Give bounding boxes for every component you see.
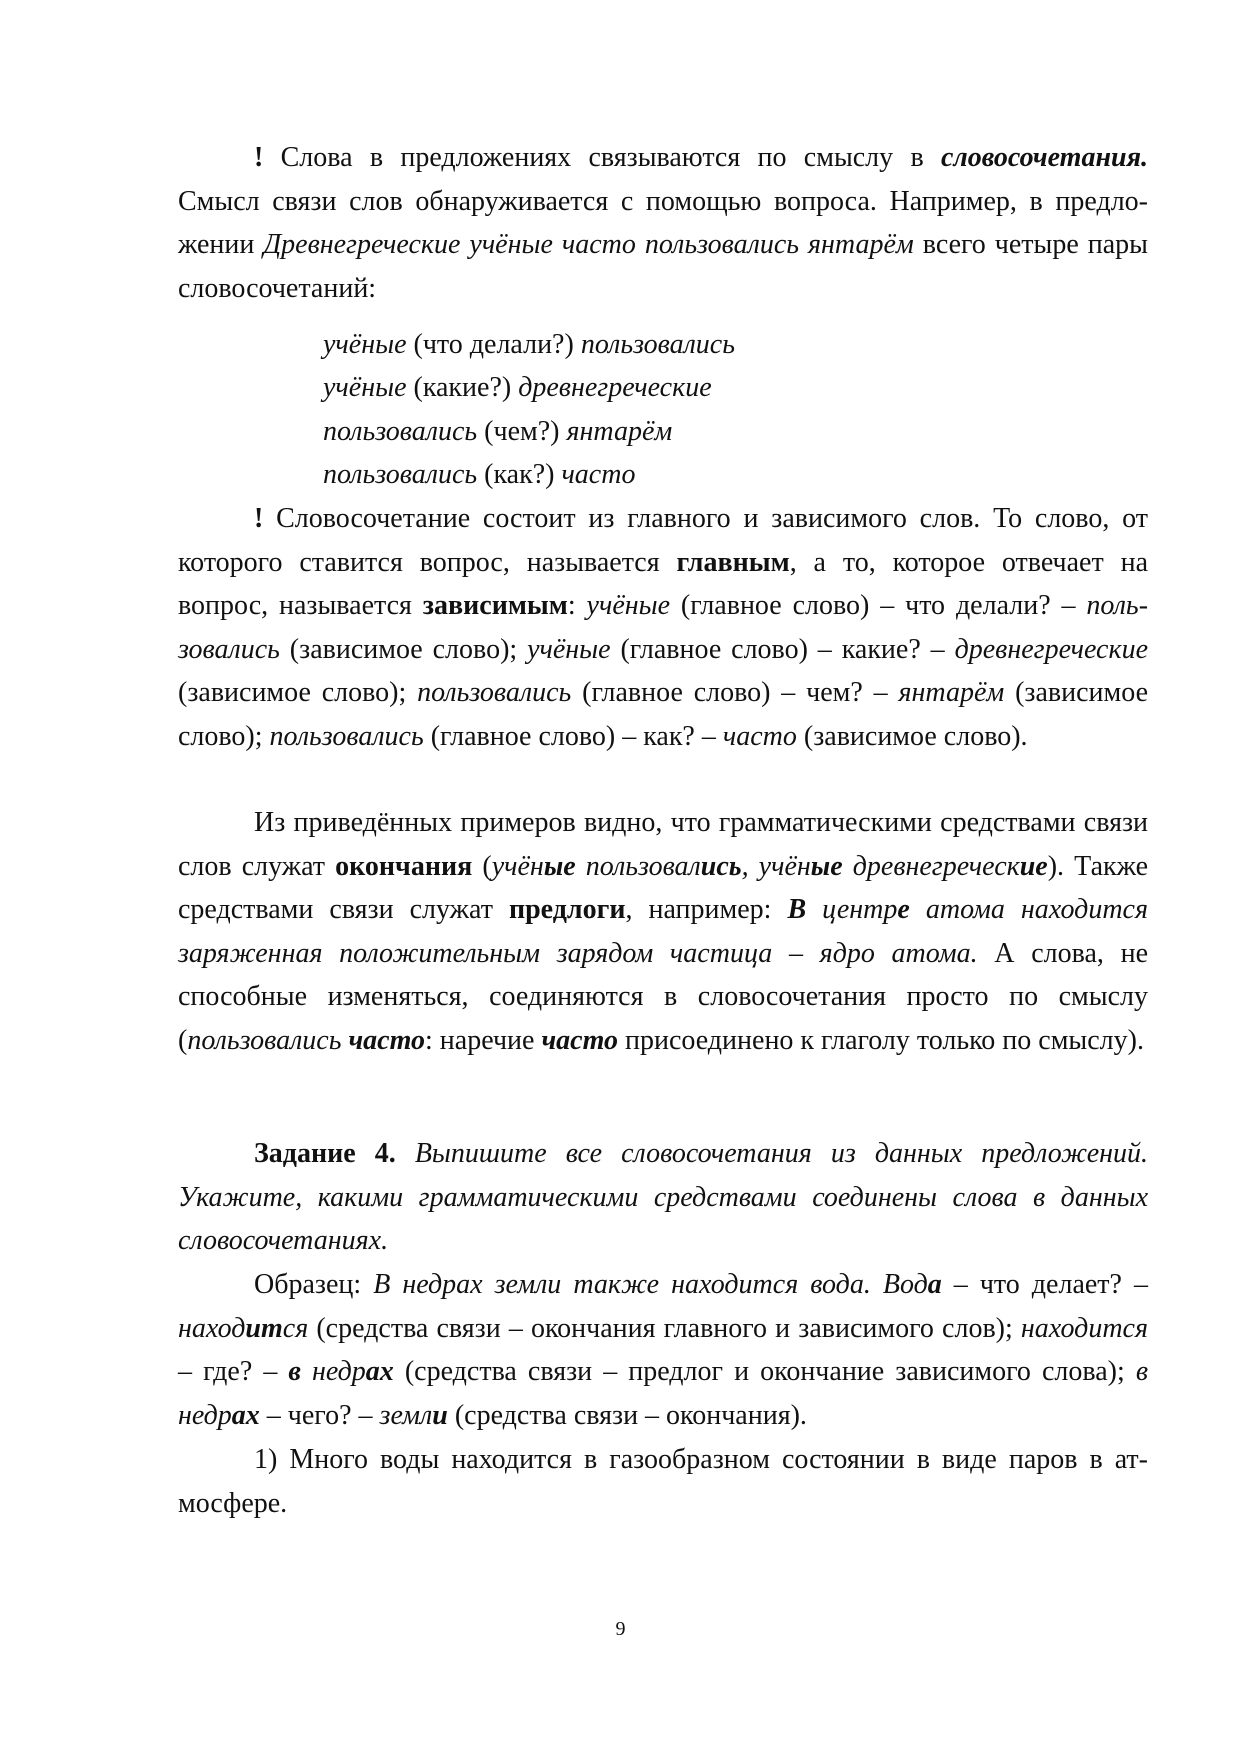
term-prepositions: предлоги <box>508 894 626 926</box>
task-label: Задание 4. <box>254 1138 396 1169</box>
term-wordcombinations: словосочетания. <box>940 142 1148 173</box>
exercise-item-1: 1) Много воды находится в газообразном состоянии в виде паров в атмосфере. <box>178 1444 1148 1519</box>
term-main: главным <box>676 546 790 578</box>
example-pair-3: пользовались (чем?) янтарём <box>323 416 673 447</box>
exclamation-mark: ! <box>254 503 264 534</box>
paragraph-main-dependent: ! Словосочетание состоит из главного и зависимого слов. То слово, от которого ставится вопрос, называется главным, а то, которое отвечает на вопрос, называется зависимым: учёные (главное слово) – что делали? – пользовались (зависимое слово); учёные (главное слово) – какие? – древнегреческие (зависимое слово); пользовались (главное слово) – чем? – янтарём (зависимое слово); пользовались (главное слово) – как? – часто (зависимое слово). <box>178 503 1149 752</box>
page-number: 9 <box>615 1618 626 1640</box>
term-endings: окончания <box>335 850 473 882</box>
exclamation-mark: ! <box>254 142 264 173</box>
example-sentence: Древнегреческие учёные часто пользовались янтарём <box>263 229 914 261</box>
paragraph-grammar-means: Из приведённых примеров видно, что грамматическими средствами связи слов служат окончания (учёные пользовались, учёные древнегреческие). Также средствами связи служат предлоги, например: В центре атома находится заряженная положительным зарядом частица – ядро атома. А слова, не способные изменяться, соединяются в словосочетания просто по смыслу (пользовались часто: наречие часто присоединено к глаголу только по смыслу). <box>178 807 1149 1056</box>
example-pair-2: учёные (какие?) древнегреческие <box>323 372 712 403</box>
paragraph-wordcombinations-intro: ! Слова в предложениях связываются по смыслу в словосочетания. Смысл связи слов обнаруживается с помощью вопроса. Например, в предложении Древнегреческие учёные часто пользовались янтарём всего четыре пары словосочетаний: <box>178 142 1148 304</box>
term-dependent: зависимым <box>422 590 568 622</box>
example-pair-4: пользовались (как?) часто <box>323 459 636 490</box>
task-text: Выпишите все словосочетания из данных предложений. Укажите, какими грамматическими средствами соединены слова в данных словосочетаниях. <box>178 1138 1149 1257</box>
example-pair-1: учёные (что делали?) пользовались <box>323 329 735 360</box>
task-4 <box>178 1132 1148 1263</box>
sample-answer: Образец: В недрах земли также находится вода. Вода – что делает? – находится (средства связи – окончания главного и зависимого слов); находится – где? – в недрах (средства связи – предлог и окончание зависимого слова); в недрах – чего? – земли (средства связи – окончания). <box>178 1269 1148 1431</box>
